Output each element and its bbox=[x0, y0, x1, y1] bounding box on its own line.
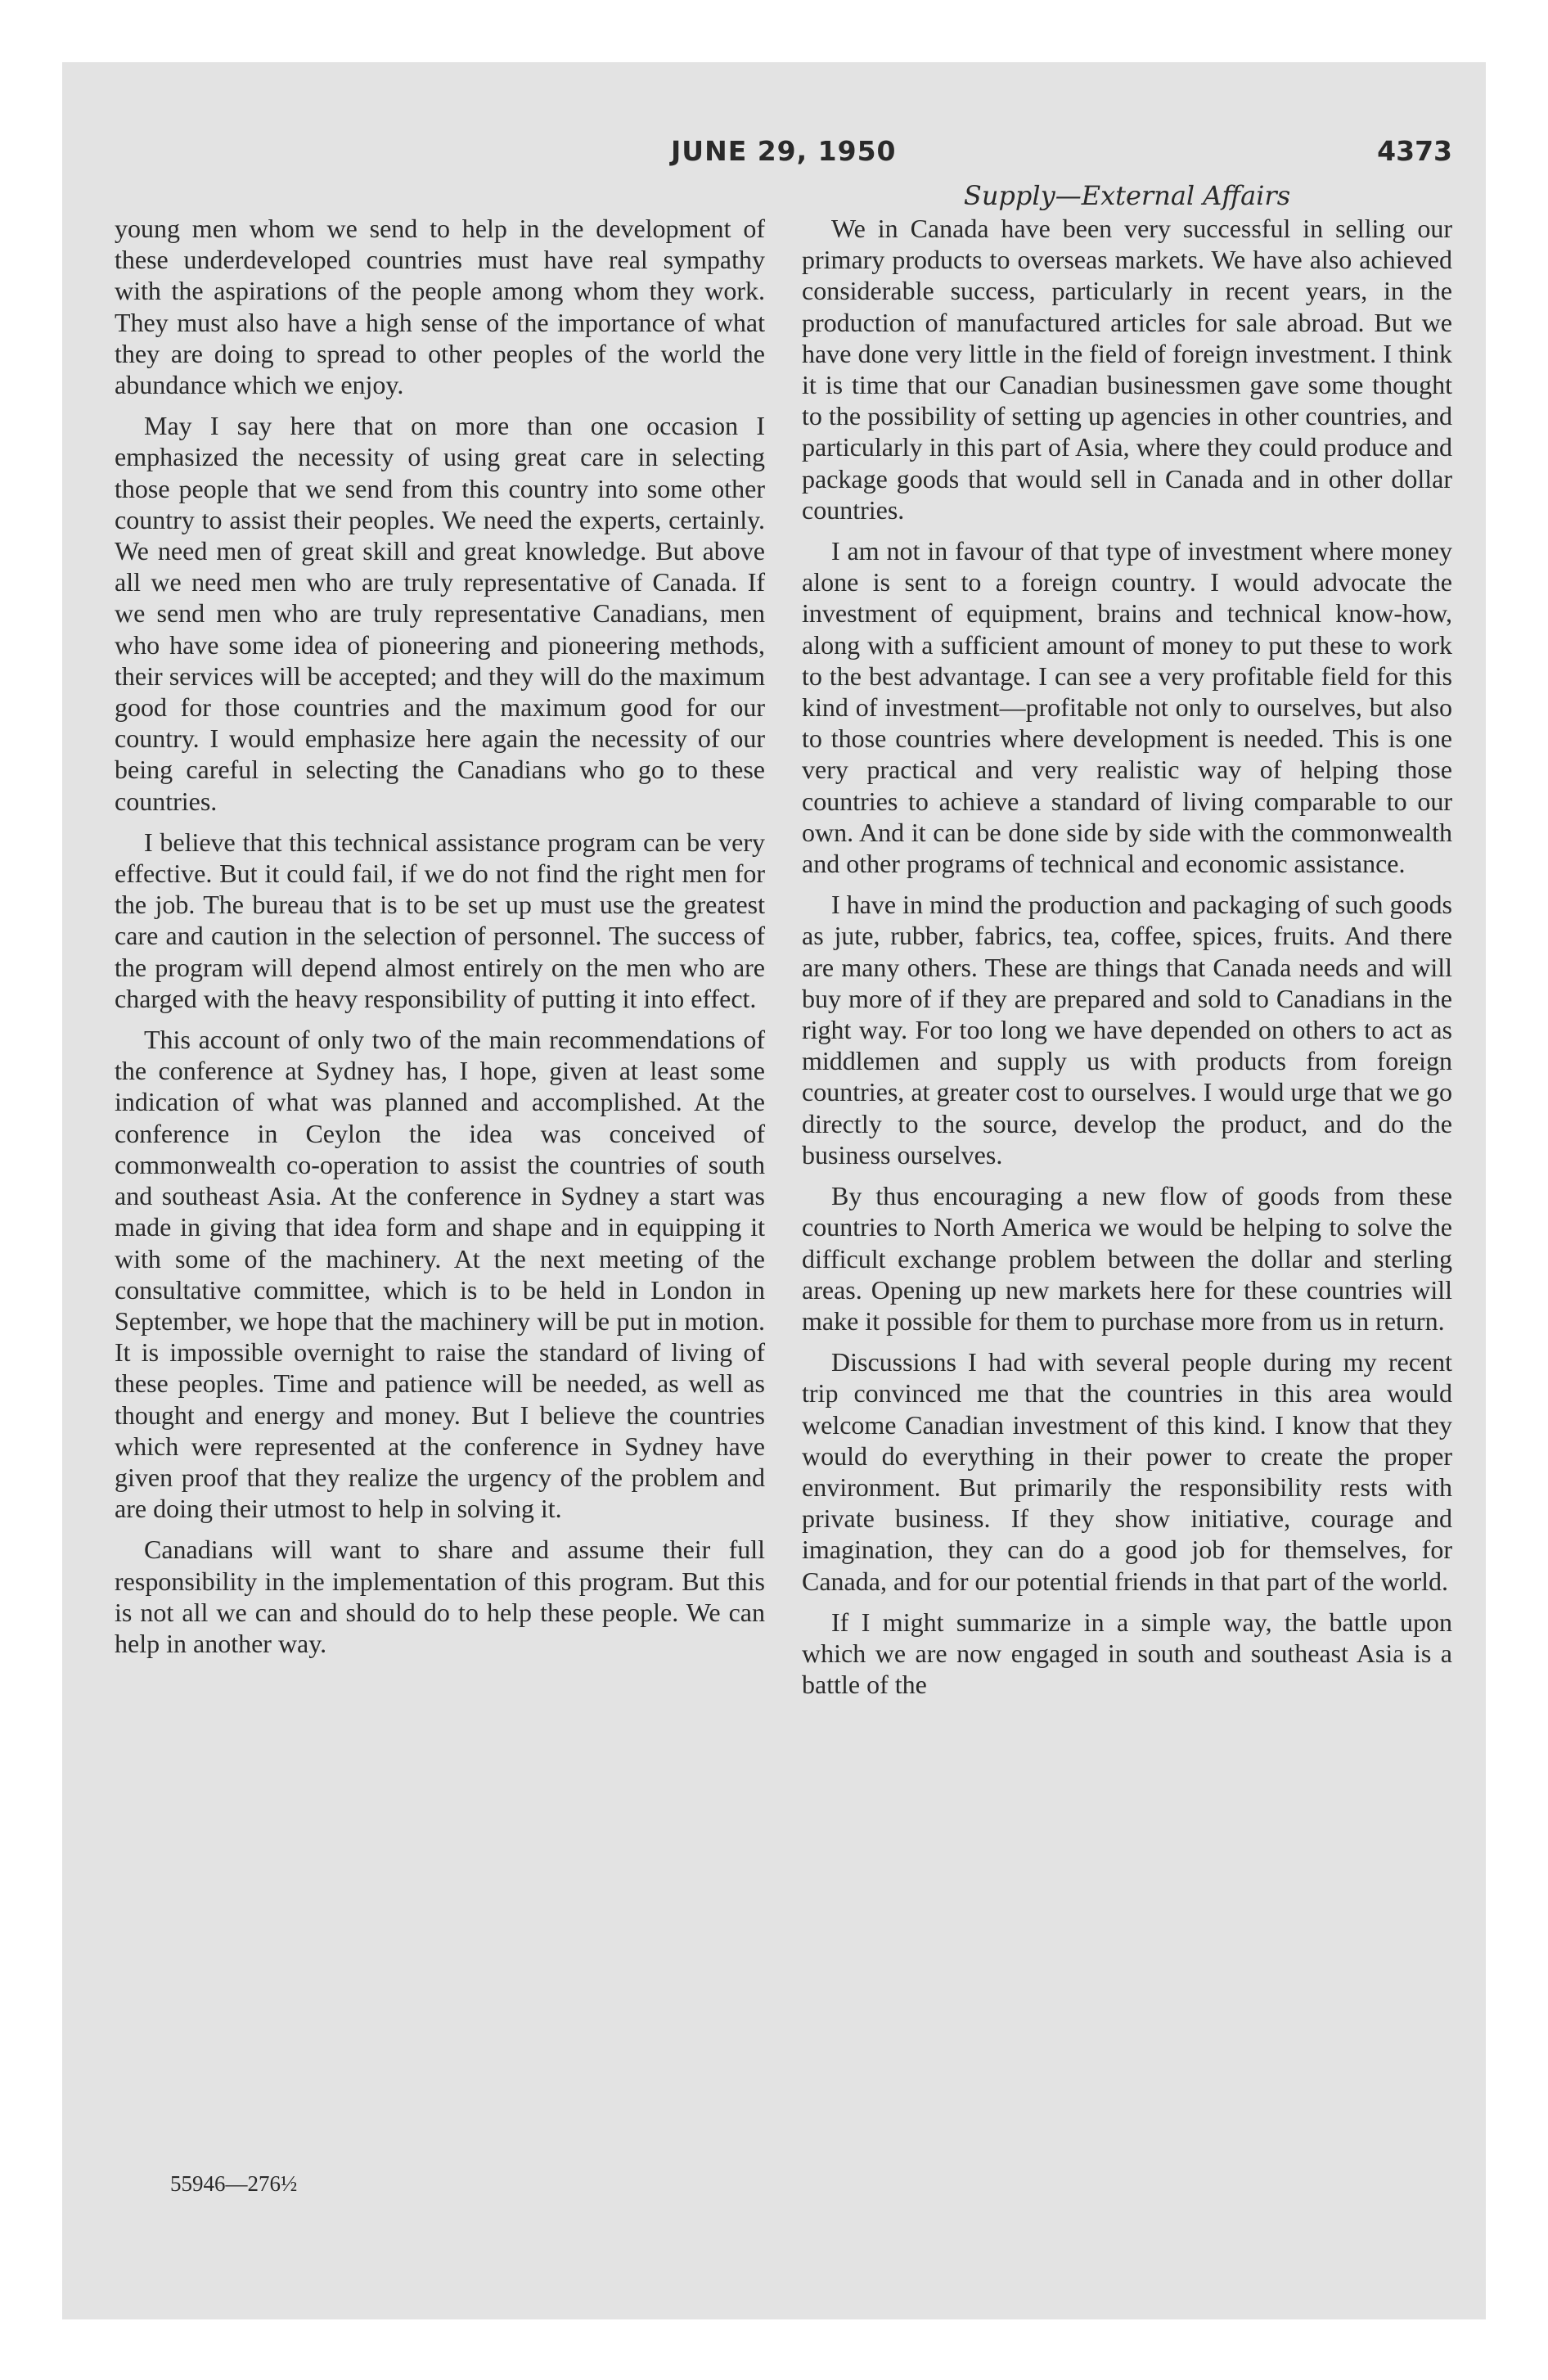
paragraph: I am not in favour of that type of investment where money alone is sent to a foreign country. I would advocate the investment of equipment, brains and technical know-how, along with a sufficient amount of money to put these to work to the best advantage. I can see a very profitable field for this kind of investment—profitable not only to ourselves, but also to those countries where development is needed. This is one very practical and very realistic way of helping those countries to achieve a standard of living comparable to our own. And it can be done side by side with the commonwealth and other programs of technical and economic assistance. bbox=[802, 536, 1452, 879]
paragraph: I believe that this technical assistance program can be very effective. But it could fail, if we do not find the right men for the job. The bureau that is to be set up must use the greatest care and caution in the selection of personnel. The success of the program will depend almost entirely on the men who are charged with the heavy responsibility of putting it into effect. bbox=[115, 827, 765, 1013]
paragraph: This account of only two of the main recommendations of the conference at Sydney has, I hope, given at least some indication of what was planned and accomplished. At the conference in Ceylon the idea was conceived of commonwealth co-operation to assist the countries of south and southeast Asia. At the conference in Sydney a start was made in giving that idea form and shape and in equipping it with some of the machinery. At the next meeting of the consultative committee, which is to be held in London in September, we hope that the machinery will be put in motion. It is impossible overnight to raise the standard of living of these peoples. Time and patience will be needed, as well as thought and energy and money. But I believe the countries which were represented at the conference in Sydney have given proof that they realize the urgency of the problem and are doing their utmost to help in solving it. bbox=[115, 1025, 765, 1524]
hansard-page bbox=[115, 135, 1452, 2247]
left-column bbox=[115, 213, 765, 1669]
paragraph: young men whom we send to help in the development of these underdeveloped countries must have real sympathy with the aspirations of the people among whom they work. They must also have a high sense of the importance of what they are doing to spread to other peoples of the world the abundance which we enjoy. bbox=[115, 214, 765, 400]
paragraph: May I say here that on more than one occasion I emphasized the necessity of using great care in selecting those people that we send from this country into some other country to assist their peoples. We need the experts, certainly. We need men of great skill and great knowledge. But above all we need men who are truly representative of Canada. If we send men who are truly representative Canadians, men who have some idea of pioneering and pioneering methods, their services will be accepted; and they will do the maximum good for those countries and the maximum good for our country. I would emphasize here again the necessity of our being careful in selecting the Canadians who go to these countries. bbox=[115, 411, 765, 816]
paragraph: I have in mind the production and packaging of such goods as jute, rubber, fabrics, tea, coffee, spices, fruits. And there are many others. These are things that Canada needs and will buy more of if they are prepared and sold to Canadians in the right way. For too long we have depended on others to act as middlemen and supply us with products from foreign countries, at greater cost to ourselves. I would urge that we go directly to the source, develop the product, and do the business ourselves. bbox=[802, 890, 1452, 1170]
page-header bbox=[115, 135, 1452, 184]
section-heading: Supply—External Affairs bbox=[963, 180, 1291, 211]
paragraph: Canadians will want to share and assume their full responsibility in the implementation of this program. But this is not all we can and should do to help these people. We can help in another way. bbox=[115, 1535, 765, 1658]
page-number: 4373 bbox=[1377, 135, 1452, 167]
print-signature: 55946—276½ bbox=[170, 2171, 298, 2196]
paragraph: Discussions I had with several people during my recent trip convinced me that the countries in this area would welcome Canadian investment of this kind. I know that they would do everything in their power to create the proper environment. But primarily the responsibility rests with private business. If they show initiative, courage and imagination, they can do a good job for themselves, for Canada, and for our potential friends in that part of the world. bbox=[802, 1347, 1452, 1596]
paragraph: If I might summarize in a simple way, the battle upon which we are now engaged in south and southeast Asia is a battle of the bbox=[802, 1607, 1452, 1700]
right-column bbox=[802, 213, 1452, 1710]
paragraph: We in Canada have been very successful in selling our primary products to overseas markets. We have also achieved considerable success, particularly in recent years, in the production of manufactured articles for sale abroad. But we have done very little in the field of foreign investment. I think it is time that our Canadian businessmen gave some thought to the possibility of setting up agencies in other countries, and particularly in this part of Asia, where they could produce and package goods that would sell in Canada and in other dollar countries. bbox=[802, 214, 1452, 525]
paragraph: By thus encouraging a new flow of goods from these countries to North America we would be helping to solve the difficult exchange problem between the dollar and sterling areas. Opening up new markets here for these countries will make it possible for them to purchase more from us in return. bbox=[802, 1181, 1452, 1336]
page-date: JUNE 29, 1950 bbox=[671, 135, 897, 167]
